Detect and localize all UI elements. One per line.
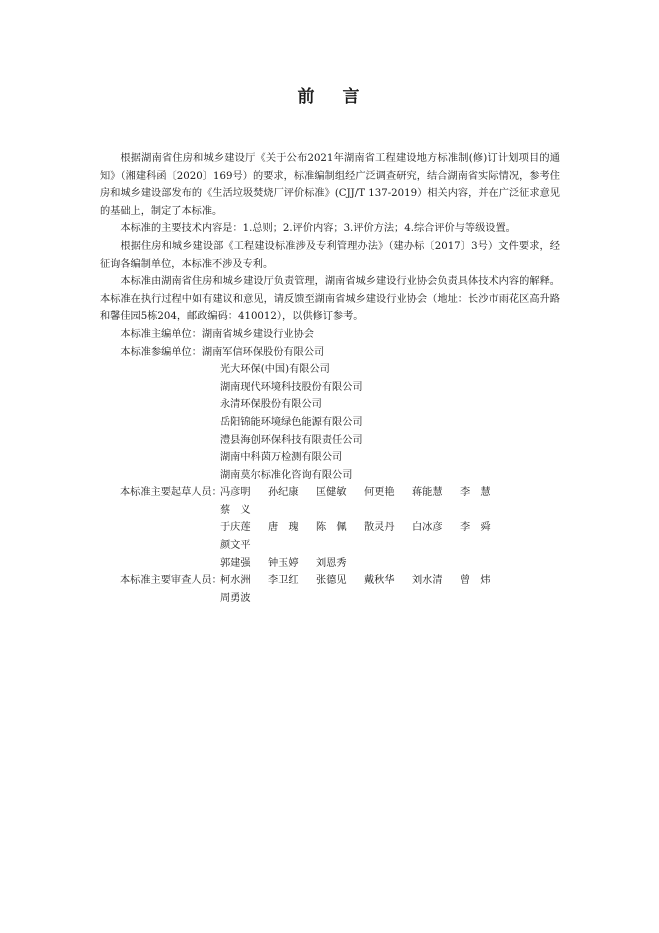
participating-unit: 澧县海创环保科技有限责任公司 bbox=[220, 434, 363, 446]
reviewer-name: 张德见 bbox=[316, 575, 347, 587]
participating-unit: 湖南现代环境科技股份有限公司 bbox=[220, 381, 363, 393]
drafter-name: 钟玉婷 bbox=[268, 557, 299, 569]
drafter-name: 何更艳 bbox=[364, 487, 395, 499]
drafter-name: 刘恩秀 bbox=[316, 557, 347, 569]
drafters-row bbox=[100, 484, 560, 519]
participating-unit: 光大环保(中国)有限公司 bbox=[220, 364, 330, 376]
paragraph-management: 本标准由湖南省住房和城乡建设厅负责管理，湖南省城乡建设行业协会负责具体技术内容的解释。本标准在执行过程中如有建议和意见，请反馈至湖南省城乡建设行业协会（地址：长沙市雨花区高升路和馨佳园5栋204，邮政编码：410012），以供修订参考。 bbox=[100, 276, 560, 323]
paragraph-basis: 根据湖南省住房和城乡建设厅《关于公布2021年湖南省工程建设地方标准制(修)订计划项目的通知》（湘建科函〔2020〕169号）的要求，标准编制组经广泛调查研究，结合湖南省实际情况，参考住房和城乡建设部发布的《生活垃圾焚烧厂评价标准》(CJJ/T 137-2019）相关内容，并在广泛征求意见的基础上，制定了本标准。 bbox=[100, 153, 560, 217]
drafters-names-1 bbox=[220, 484, 500, 519]
participating-unit: 岳阳锦能环境绿色能源有限公司 bbox=[220, 416, 363, 428]
reviewers-names bbox=[220, 572, 500, 607]
drafter-name: 孙纪康 bbox=[268, 487, 299, 499]
paragraph-patent: 根据住房和城乡建设部《工程建设标准涉及专利管理办法》（建办标〔2017〕3号）文件要求，经征询各编制单位，本标准不涉及专利。 bbox=[100, 240, 560, 270]
reviewer-name: 曾 炜 bbox=[460, 575, 491, 587]
drafters-names-3 bbox=[220, 555, 560, 573]
reviewer-name: 刘水清 bbox=[412, 575, 443, 587]
drafter-name: 白冰彦 bbox=[412, 522, 443, 534]
title-char-1: 前 bbox=[297, 87, 317, 107]
title-char-2: 言 bbox=[342, 87, 362, 107]
drafter-name: 于庆莲 bbox=[220, 522, 251, 534]
page-title bbox=[0, 86, 659, 108]
drafter-name: 郭建强 bbox=[220, 557, 251, 569]
reviewer-name: 周勇波 bbox=[220, 592, 251, 604]
drafters-row-2 bbox=[100, 519, 560, 554]
participating-units-row bbox=[100, 344, 560, 362]
participating-unit: 湖南军信环保股份有限公司 bbox=[201, 346, 325, 358]
drafter-name: 散灵丹 bbox=[364, 522, 395, 534]
reviewers-row bbox=[100, 572, 560, 607]
drafter-name: 李 舜 bbox=[460, 522, 491, 534]
drafters-names-2 bbox=[220, 519, 560, 554]
participating-unit: 湖南中科茵万检测有限公司 bbox=[220, 452, 343, 464]
drafter-name: 蔡 义 bbox=[220, 504, 251, 516]
drafter-name: 陈 佩 bbox=[316, 522, 347, 534]
drafter-name: 李 慧 bbox=[460, 487, 491, 499]
drafters-label: 本标准主要起草人员： bbox=[120, 487, 222, 499]
reviewer-name: 戴秋华 bbox=[364, 575, 395, 587]
drafter-name: 匡健敏 bbox=[316, 487, 347, 499]
reviewer-name: 柯水洲 bbox=[220, 575, 251, 587]
participating-unit: 永清环保股份有限公司 bbox=[220, 399, 322, 411]
drafters-row-3 bbox=[100, 555, 560, 573]
chief-unit-value: 湖南省城乡建设行业协会 bbox=[201, 328, 314, 340]
drafter-name: 蒋能慧 bbox=[412, 487, 443, 499]
drafter-name: 唐 瑰 bbox=[268, 522, 299, 534]
participating-units-label: 本标准参编单位： bbox=[120, 346, 202, 358]
drafter-name: 冯彦明 bbox=[220, 487, 251, 499]
chief-unit-row bbox=[100, 326, 560, 344]
reviewers-label: 本标准主要审查人员： bbox=[120, 575, 222, 587]
participating-unit: 湖南莫尔标准化咨询有限公司 bbox=[220, 469, 353, 481]
chief-unit-label: 本标准主编单位： bbox=[120, 328, 202, 340]
reviewer-name: 李卫红 bbox=[268, 575, 299, 587]
preface-body bbox=[100, 150, 560, 607]
paragraph-content: 本标准的主要技术内容是：1.总则；2.评价内容；3.评价方法；4.综合评价与等级设置。 bbox=[120, 223, 516, 235]
drafter-name: 颜文平 bbox=[220, 540, 251, 552]
